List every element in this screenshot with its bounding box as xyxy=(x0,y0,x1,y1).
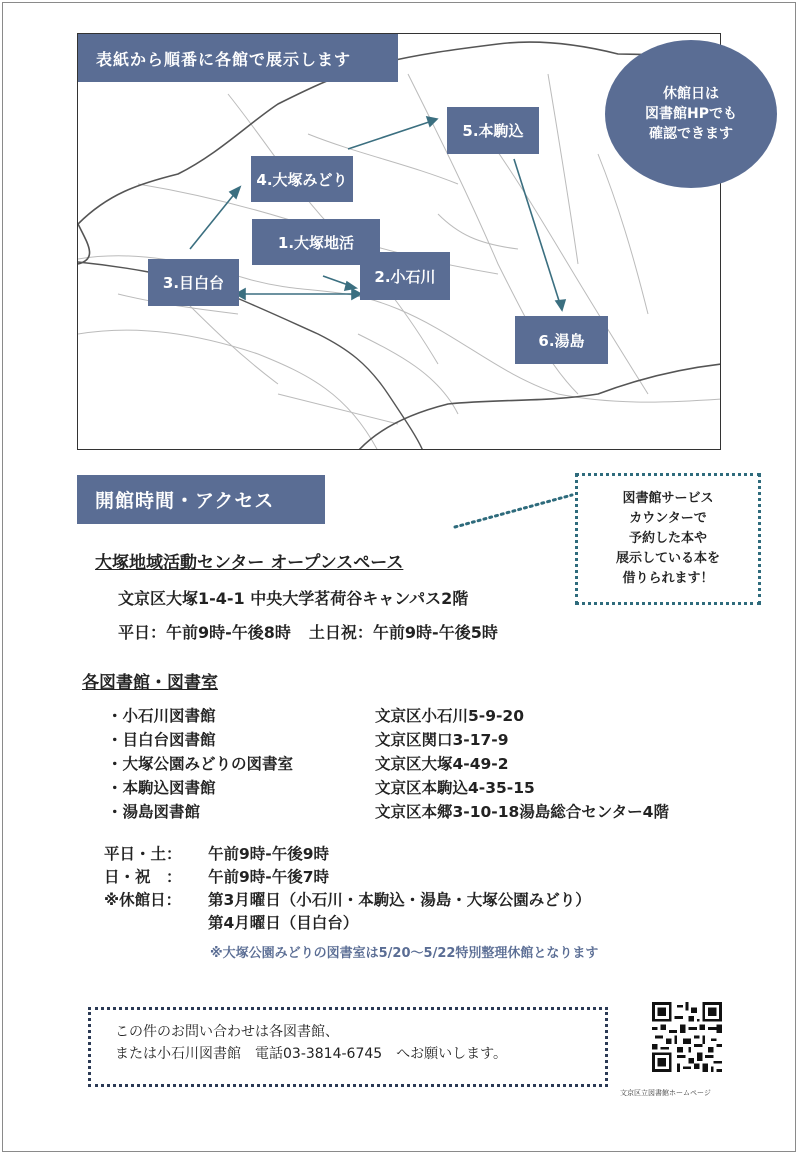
closed-day-notice xyxy=(605,40,777,188)
schedule-value: 第3月曜日（小石川・本駒込・湯島・大塚公園みどり） xyxy=(208,891,591,909)
contact-line1: この件のお問い合わせは各図書館、 xyxy=(115,1024,339,1040)
schedule-label: 日・祝 ： xyxy=(104,868,182,886)
library-address: 文京区小石川5-9-20 xyxy=(375,707,525,725)
schedule-value: 午前9時-午後7時 xyxy=(208,868,330,886)
library-name: ・小石川図書館 xyxy=(107,707,216,725)
library-name: ・本駒込図書館 xyxy=(107,779,216,797)
schedule-value: 午前9時-午後9時 xyxy=(208,845,330,863)
qr-code-icon[interactable] xyxy=(652,1002,722,1072)
venue-weekday-hours: 平日：午前9時-午後8時 xyxy=(118,623,291,642)
callout-line4: 展示している本を xyxy=(615,551,720,567)
venue-name: 大塚地域活動センター オープンスペース xyxy=(95,553,404,573)
library-address: 文京区関口3-17-9 xyxy=(375,731,509,749)
venue-hours xyxy=(118,620,498,643)
library-name: ・大塚公園みどりの図書室 xyxy=(107,755,294,773)
callout-pointer xyxy=(450,490,575,530)
closed-notice-line2: 図書館HPでも xyxy=(645,105,737,122)
contact-line2: または小石川図書館 電話03-3814-6745 へお願いします。 xyxy=(115,1045,508,1062)
marker-yushima: 6.湯島 xyxy=(515,316,608,364)
marker-mejirodai: 3.目白台 xyxy=(148,259,239,306)
library-address: 文京区本郷3-10-18湯島総合センター4階 xyxy=(375,803,669,821)
schedule-value: 第4月曜日（目白台） xyxy=(208,914,359,932)
library-address: 文京区大塚4-49-2 xyxy=(375,755,509,773)
callout-line3: 予約した本や xyxy=(628,530,707,546)
section-title: 開館時間・アクセス xyxy=(77,475,325,524)
schedule-label: ※休館日： xyxy=(104,891,182,909)
callout-line5: 借りられます！ xyxy=(622,571,714,587)
library-name: ・湯島図書館 xyxy=(107,803,201,821)
library-address: 文京区本駒込4-35-15 xyxy=(375,779,535,797)
map-banner: 表紙から順番に各館で展示します xyxy=(78,34,398,82)
library-name: ・目白台図書館 xyxy=(107,731,216,749)
venue-address: 文京区大塚1-4-1 中央大学茗荷谷キャンパス2階 xyxy=(118,589,469,608)
service-callout xyxy=(575,473,761,605)
qr-caption: 文京区立図書館ホームページ xyxy=(620,1089,711,1097)
contact-box xyxy=(88,1007,608,1087)
marker-otsuka-chikatsu: 1.大塚地活 xyxy=(252,219,380,265)
closed-notice-line1: 休館日は xyxy=(663,85,719,102)
marker-honkomagome: 5.本駒込 xyxy=(447,107,539,154)
venue-weekend-hours: 土日祝：午前9時-午後5時 xyxy=(308,623,498,642)
marker-koishikawa: 2.小石川 xyxy=(360,252,450,300)
marker-otsuka-midori: 4.大塚みどり xyxy=(251,156,353,202)
special-closure-note: ※大塚公園みどりの図書室は5/20～5/22特別整理休館となります xyxy=(210,946,599,961)
callout-line2: カウンターで xyxy=(629,510,707,526)
schedule-label: 平日・土： xyxy=(104,845,182,863)
closed-notice-line3: 確認できます xyxy=(649,126,733,143)
libraries-heading: 各図書館・図書室 xyxy=(82,673,218,693)
callout-line1: 図書館サービス xyxy=(622,490,714,506)
